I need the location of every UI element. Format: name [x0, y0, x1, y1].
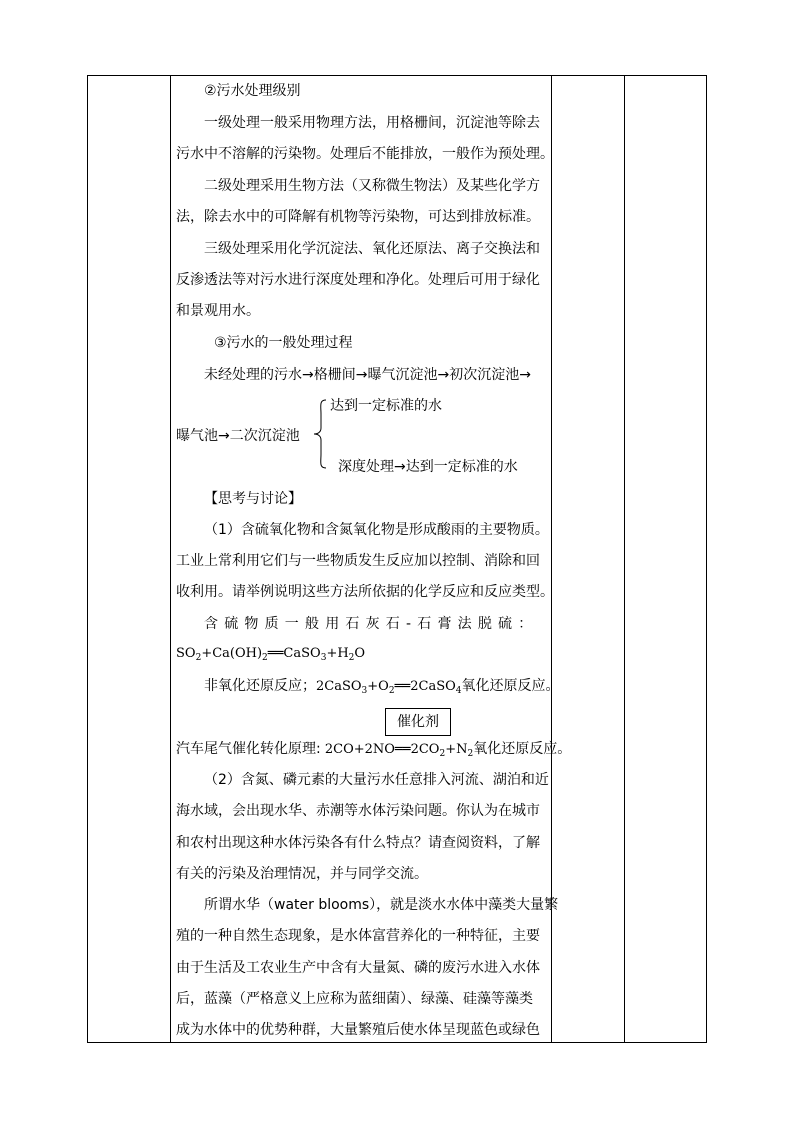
paragraph-line: 三级处理采用化学沉淀法、氧化还原法、离子交换法和 — [204, 241, 540, 257]
paragraph-line: 法，除去水中的可降解有机物等污染物，可达到排放标准。 — [176, 209, 540, 225]
paragraph-line: 和农村出现这种水体污染各有什么特点？请查阅资料，了解 — [176, 835, 540, 851]
paragraph-line: 成为水体中的优势种群，大量繁殖后使水体呈现蓝色或绿色 — [176, 1022, 540, 1038]
paragraph-line: （1）含硫氧化物和含氮氧化物是形成酸雨的主要物质。 — [204, 522, 549, 538]
discussion-heading: 【思考与讨论】 — [204, 491, 302, 507]
paragraph-line: 含硫物质一般用石灰石-石膏法脱硫： — [204, 616, 539, 632]
paragraph-line: 海水域，会出现水华、赤潮等水体污染问题。你认为在城市 — [176, 803, 540, 819]
paragraph-line: 二级处理采用生物方法（又称微生物法）及某些化学方 — [204, 178, 540, 194]
paragraph-line: 反渗透法等对污水进行深度处理和净化。处理后可用于绿化 — [176, 272, 540, 288]
paragraph-line: 和景观用水。 — [176, 303, 260, 319]
section-title: ③污水的一般处理过程 — [214, 335, 353, 351]
table-col-border — [624, 75, 625, 1043]
paragraph-line: 殖的一种自然生态现象，是水体富营养化的一种特征，主要 — [176, 928, 540, 944]
paragraph-line: 污水中不溶解的污染物。处理后不能排放，一般作为预处理。 — [176, 146, 554, 162]
paragraph-line: 后，蓝藻（严格意义上应称为蓝细菌）、绿藻、硅藻等藻类 — [176, 991, 533, 1007]
paragraph-line: 一级处理一般采用物理方法，用格栅间，沉淀池等除去 — [204, 115, 540, 131]
catalyst-label-box: 催化剂 — [385, 708, 451, 736]
paragraph-line: 由于生活及工农业生产中含有大量氮、磷的废污水进入水体 — [176, 960, 540, 976]
table-col-border — [706, 75, 707, 1043]
paragraph-line: 工业上常利用它们与一些物质发生反应加以控制、消除和回 — [176, 553, 540, 569]
flow-line: 未经处理的污水→格栅间→曝气沉淀池→初次沉淀池→ — [204, 367, 531, 383]
table-col-border — [87, 75, 88, 1043]
table-top-border — [87, 75, 707, 76]
table-col-border — [170, 75, 171, 1043]
flow-branch-bottom: 深度处理→达到一定标准的水 — [338, 459, 518, 475]
paragraph-line: 收利用。请举例说明这些方法所依据的化学反应和反应类型。 — [176, 584, 554, 600]
section-title: ②污水处理级别 — [204, 83, 301, 99]
paragraph-line: 有关的污染及治理情况，并与同学交流。 — [176, 866, 428, 882]
paragraph-line: 所谓水华（water blooms），就是淡水水体中藻类大量繁 — [204, 897, 559, 913]
table-bottom-border — [87, 1042, 707, 1043]
paragraph-line: （2）含氮、磷元素的大量污水任意排入河流、湖泊和近 — [204, 772, 549, 788]
equation-1: $SO_2+Ca(OH)_2══CaSO_3+H_2O$ — [176, 646, 366, 663]
brace-icon — [312, 398, 330, 470]
equation-3-line: 汽车尾气催化转化原理: $2CO+2NO══2CO_2+N_2$氧化还原反应。 — [176, 741, 572, 759]
flow-left: 曝气池→二次沉淀池 — [176, 428, 300, 444]
equation-2-line: 非氧化还原反应；$2CaSO_3+O_2══2CaSO_4$氧化还原反应。 — [204, 678, 560, 696]
flow-branch-top: 达到一定标准的水 — [330, 398, 442, 414]
